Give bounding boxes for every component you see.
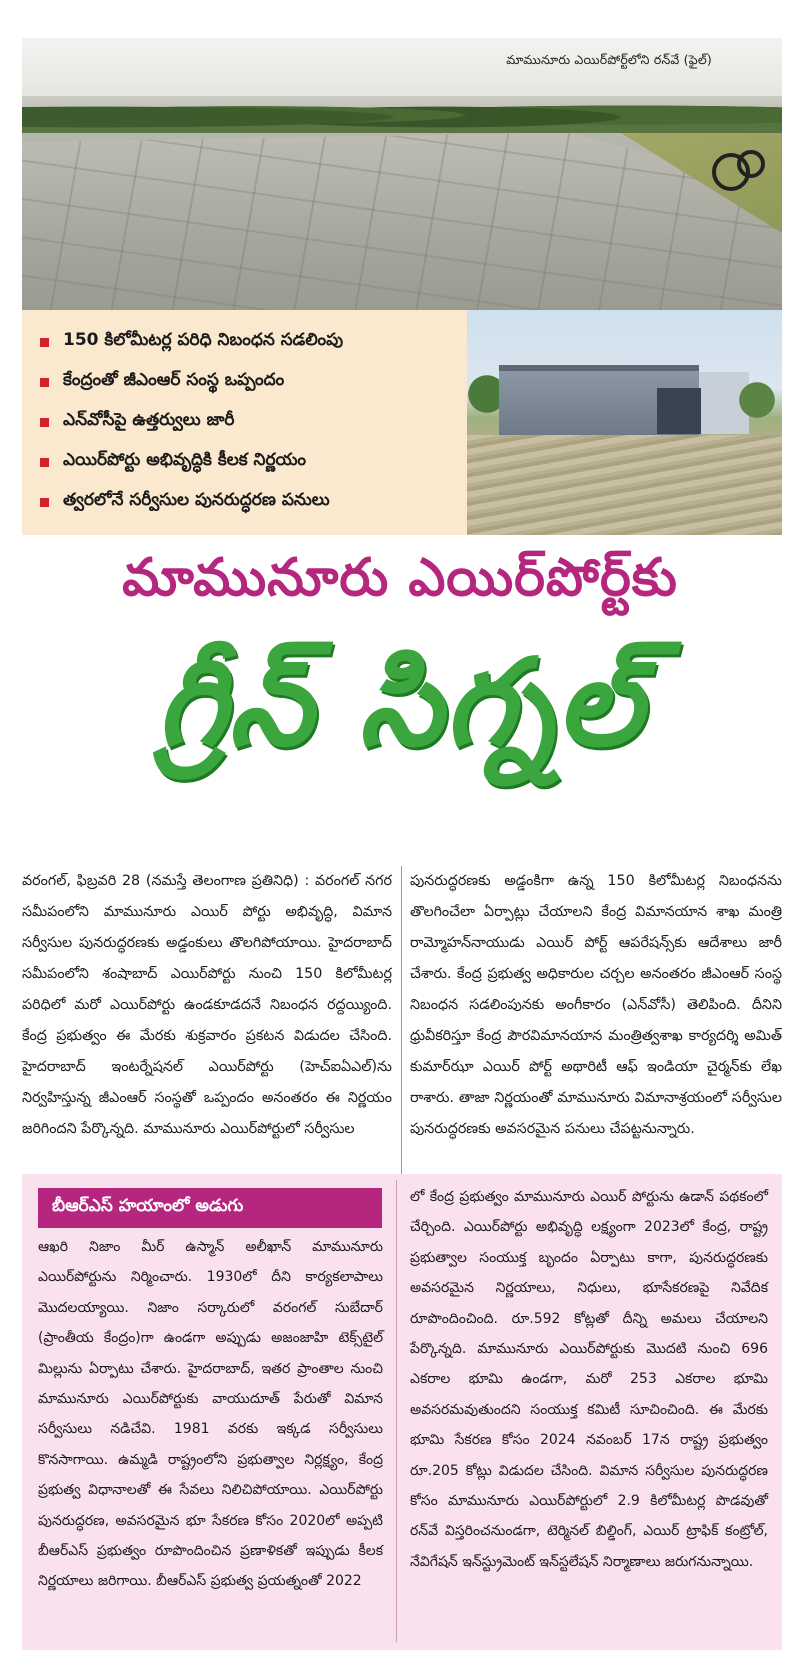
bullet-marker-icon	[40, 338, 49, 347]
motorcycle-wheel	[737, 150, 765, 178]
highlight-item	[40, 362, 470, 402]
photo-caption: మామునూరు ఎయిర్‌పోర్ట్‌లోని రన్‌వే (ఫైల్)	[506, 52, 712, 67]
subsection-column-right: లో కేంద్ర ప్రభుత్వం మామునూరు ఎయిర్ పోర్టును ఉడాన్ పథకంలో చేర్చింది. ఎయిర్‌పోర్టు అభివృద్ధి లక్ష్యంగా 2023లో కేంద్ర, రాష్ట్ర ప్రభుత్వాల సంయుక్త బృందం ఏర్పాటు కాగా, పునరుద్ధరణకు అవసరమైన నిర్ణయాలు, నిధులు, భూసేకరణపై నివేదిక రూపొందించింది. రూ.592 కోట్లతో దీన్ని అమలు చేయాలని పేర్కొన్నది. మామునూరు ఎయిర్‌పోర్టుకు మొదటి నుంచి 696 ఎకరాల భూమి ఉండగా, మరో 253 ఎకరాల భూమి అవసరమవుతుందని సంయుక్త కమిటీ సూచించింది. ఈ మేరకు భూమి సేకరణ కోసం 2024 నవంబర్ 17న రాష్ట్ర ప్రభుత్వం రూ.205 కోట్లు విడుదల చేసింది. విమాన సర్వీసుల పునరుద్ధరణ కోసం మామునూరు ఎయిర్‌పోర్టులో 2.9 కిలోమీటర్ల పొడవుతో రన్‌వే విస్తరించనుండగా, టెర్మినల్ బిల్డింగ్, ఎయిర్ ట్రాఫిక్ కంట్రోల్, నేవిగేషన్ ఇన్‌స్ట్రుమెంట్ ఇన్‌స్టలేషన్ నిర్మాణాలు జరుగనున్నాయి.	[410, 1189, 768, 1570]
article-column-left: వరంగల్, ఫిబ్రవరి 28 (నమస్తే తెలంగాణ ప్రతినిధి) : వరంగల్ నగర సమీపంలోని మామునూరు ఎయిర్ పోర్టు అభివృద్ధి, విమాన సర్వీసుల పునరుద్ధరణకు అడ్డంకులు తొలగిపోయాయి. హైదరాబాద్ సమీపంలోని శంషాబాద్ ఎయిర్‌పోర్టు నుంచి 150 కిలోమీటర్ల పరిధిలో మరో ఎయిర్‌పోర్టు ఉండకూడదనే నిబంధన రద్దయ్యింది. కేంద్ర ప్రభుత్వం ఈ మేరకు శుక్రవారం ప్రకటన విడుదల చేసింది. హైదరాబాద్ ఇంటర్నేషనల్ ఎయిర్‌పోర్టు (హెచ్ఐఏఎల్)ను నిర్వహిస్తున్న జీఎంఆర్ సంస్థతో ఒప్పందం అనంతరం ఈ నిర్ణయం జరిగిందని పేర్కొన్నది. మామునూరు ఎయిర్‌పోర్టులో సర్వీసుల	[22, 873, 392, 1137]
highlight-text: త్వరలోనే సర్వీసుల పునరుద్ధరణ పనులు	[63, 490, 330, 510]
highlights-list	[40, 322, 470, 522]
article-column-right: పునరుద్ధరణకు అడ్డంకిగా ఉన్న 150 కిలోమీటర్ల నిబంధనను తొలగించేలా ఏర్పాట్లు చేయాలని కేంద్ర విమానయాన శాఖ మంత్రి రామ్మోహన్‌నాయుడు ఎయిర్ పోర్ట్ ఆపరేషన్స్‌కు ఆదేశాలు జారీ చేశారు. కేంద్ర ప్రభుత్వ అధికారుల చర్చల అనంతరం జీఎంఆర్ సంస్థ నిబంధన సడలింపునకు అంగీకారం (ఎన్‌వోసీ) తెలిపింది. దీనిని ధ్రువీకరిస్తూ కేంద్ర పౌరవిమానయాన మంత్రిత్వశాఖ కార్యదర్శి అమిత్ కుమార్‌ఝా ఎయిర్ పోర్ట్ అథారిటీ ఆఫ్ ఇండియా చైర్మన్‌కు లేఖ రాశారు. తాజా నిర్ణయంతో మామునూరు విమానాశ్రయంలో సర్వీసుల పునరుద్ధరణకు అవసరమైన పనులు చేపట్టనున్నారు.	[410, 873, 782, 1137]
bullet-marker-icon	[40, 418, 49, 427]
highlight-item	[40, 322, 470, 362]
bullet-marker-icon	[40, 498, 49, 507]
bullet-marker-icon	[40, 458, 49, 467]
highlight-item	[40, 482, 470, 522]
column-divider	[396, 1180, 397, 1642]
photo-trees	[22, 93, 782, 133]
subsection-heading: బీఆర్ఎస్ హయాంలో అడుగు	[38, 1188, 382, 1228]
headline-line-2: గ్రీన్ సిగ్నల్	[156, 632, 644, 773]
photo-tree	[732, 380, 782, 430]
highlight-text: కేంద్రంతో జీఎంఆర్ సంస్థ ఒప్పందం	[63, 370, 285, 390]
subsection-column-left: ఆఖరి నిజాం మీర్ ఉస్మాన్ అలీఖాన్ మామునూరు ఎయిర్‌పోర్టును నిర్మించారు. 1930లో దీని కార్యకలాపాలు మొదలయ్యాయి. నిజాం సర్కారులో వరంగల్ సుబేదార్ (ప్రాంతీయ కేంద్రం)గా ఉండగా అప్పుడు అజంజాహి టెక్స్‌టైల్ మిల్లును ఏర్పాటు చేశారు. హైదరాబాద్, ఇతర ప్రాంతాల నుంచి మామునూరు ఎయిర్‌పోర్టుకు వాయుదూత్ పేరుతో విమాన సర్వీసులు నడిచేవి. 1981 వరకు ఇక్కడ సర్వీసులు కొనసాగాయి. ఉమ్మడి రాష్ట్రంలోని ప్రభుత్వాల నిర్లక్ష్యం, కేంద్ర ప్రభుత్వ విధానాలతో ఈ సేవలు నిలిచిపోయాయి. ఎయిర్‌పోర్టు పునరుద్ధరణ, అవసరమైన భూ సేకరణ కోసం 2020లో అప్పటి బీఆర్ఎస్ ప్రభుత్వం రూపొందించిన ప్రణాళికతో ఇప్పుడు కీలక నిర్ణయాలు జరిగాయి. బీఆర్ఎస్ ప్రభుత్వ ప్రయత్నంతో 2022	[38, 1239, 383, 1590]
highlight-text: ఎన్‌వోసీపై ఉత్తర్వులు జారీ	[63, 410, 235, 430]
photo-hangar-door	[657, 388, 701, 434]
bullet-marker-icon	[40, 378, 49, 387]
highlight-text: 150 కిలోమీటర్ల పరిధి నిబంధన సడలింపు	[63, 330, 344, 350]
photo-ground	[467, 435, 782, 535]
highlight-item	[40, 402, 470, 442]
highlight-item	[40, 442, 470, 482]
hangar-photo	[467, 310, 782, 535]
highlight-text: ఎయిర్‌పోర్టు అభివృద్ధికి కీలక నిర్ణయం	[63, 450, 307, 470]
runway-photo	[22, 38, 782, 310]
headline-line-1: మామునూరు ఎయిర్‌పోర్ట్‌కు	[122, 548, 678, 608]
highlights-box	[22, 310, 782, 535]
